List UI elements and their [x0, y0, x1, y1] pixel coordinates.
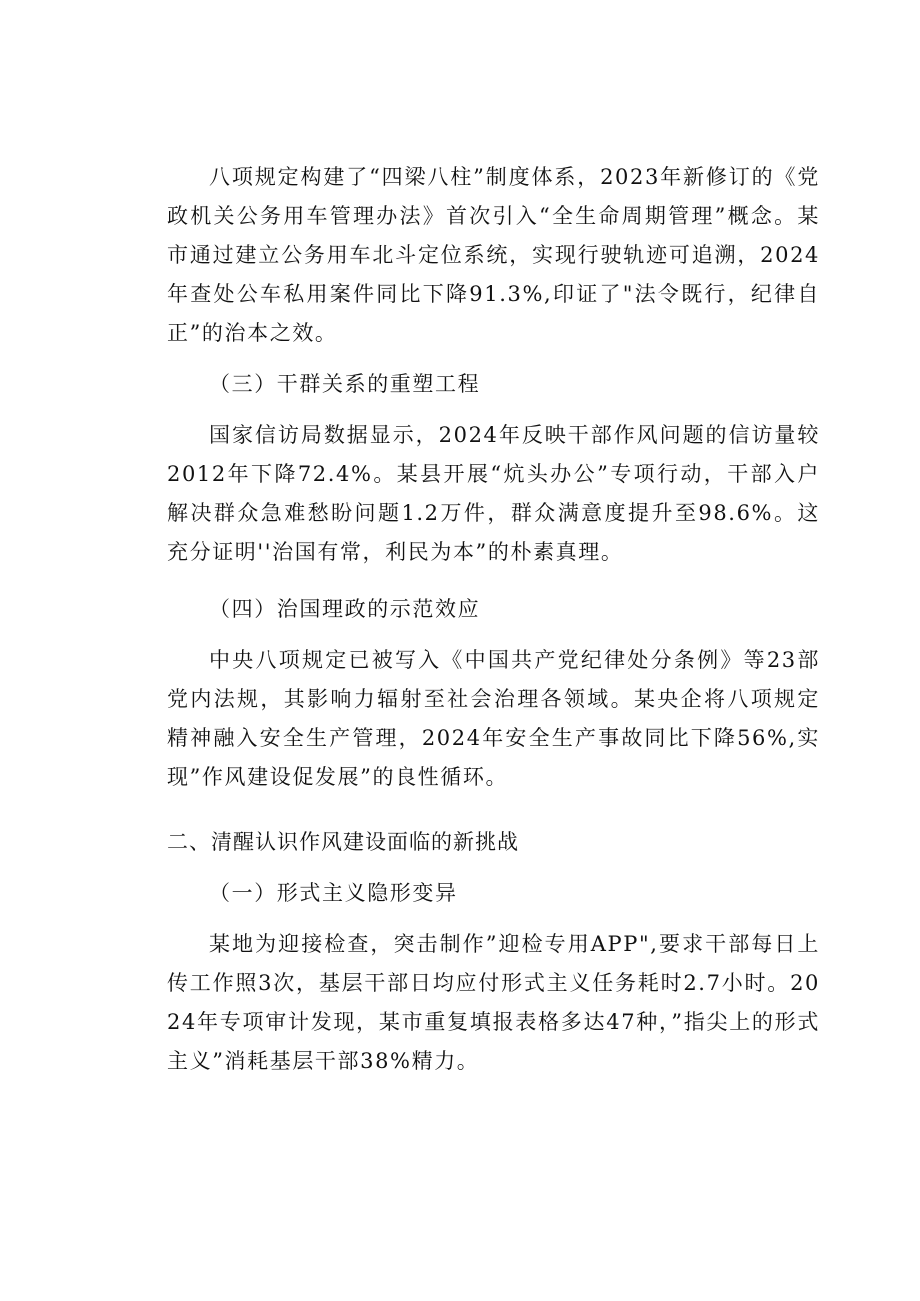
spacer: [167, 629, 820, 641]
subheading-cadre-mass-relations: （三）干群关系的重塑工程: [209, 372, 481, 396]
spacer: [167, 404, 820, 416]
paragraph-formalism-examples: 某地为迎接检查，突击制作”迎检专用APP",要求干部每日上传工作照3次，基层干部日均应付形式主义任务耗时2.7小时。2024年专项审计发现，某市重复填报表格多达47种，”指尖上的形式主义”消耗基层干部38%精力。: [167, 932, 820, 1073]
spacer: [167, 572, 820, 590]
spacer: [167, 797, 820, 823]
subheading-governance-demonstration: （四）治国理政的示范效应: [209, 597, 481, 621]
paragraph-party-regulations: 中央八项规定已被写入《中国共产党纪律处分条例》等23部党内法规，其影响力辐射至社会治理各领域。某央企将八项规定精神融入安全生产管理，2024年安全生产事故同比下降56%,实现”作风建设促发展”的良性循环。: [167, 648, 820, 789]
spacer: [167, 353, 820, 365]
subheading-formalism-variation: （一）形式主义隐形变异: [209, 881, 458, 905]
paragraph-petition-data: 国家信访局数据显示，2024年反映干部作风问题的信访量较2012年下降72.4%。某县开展“炕头办公”专项行动，干部入户解决群众急难愁盼问题1.2万件，群众满意度提升至98.6%。这充分证明''治国有常，利民为本”的朴素真理。: [167, 423, 820, 564]
section-heading-new-challenges: 二、清醒认识作风建设面临的新挑战: [167, 830, 519, 854]
spacer: [167, 862, 820, 874]
spacer: [167, 913, 820, 925]
paragraph-vehicle-management: 八项规定构建了“四梁八柱”制度体系，2023年新修订的《党政机关公务用车管理办法》首次引入“全生命周期管理”概念。某市通过建立公务用车北斗定位系统，实现行驶轨迹可追溯，2024年查处公车私用案件同比下降91.3%,印证了"法令既行，纪律自正”的治本之效。: [167, 165, 820, 345]
